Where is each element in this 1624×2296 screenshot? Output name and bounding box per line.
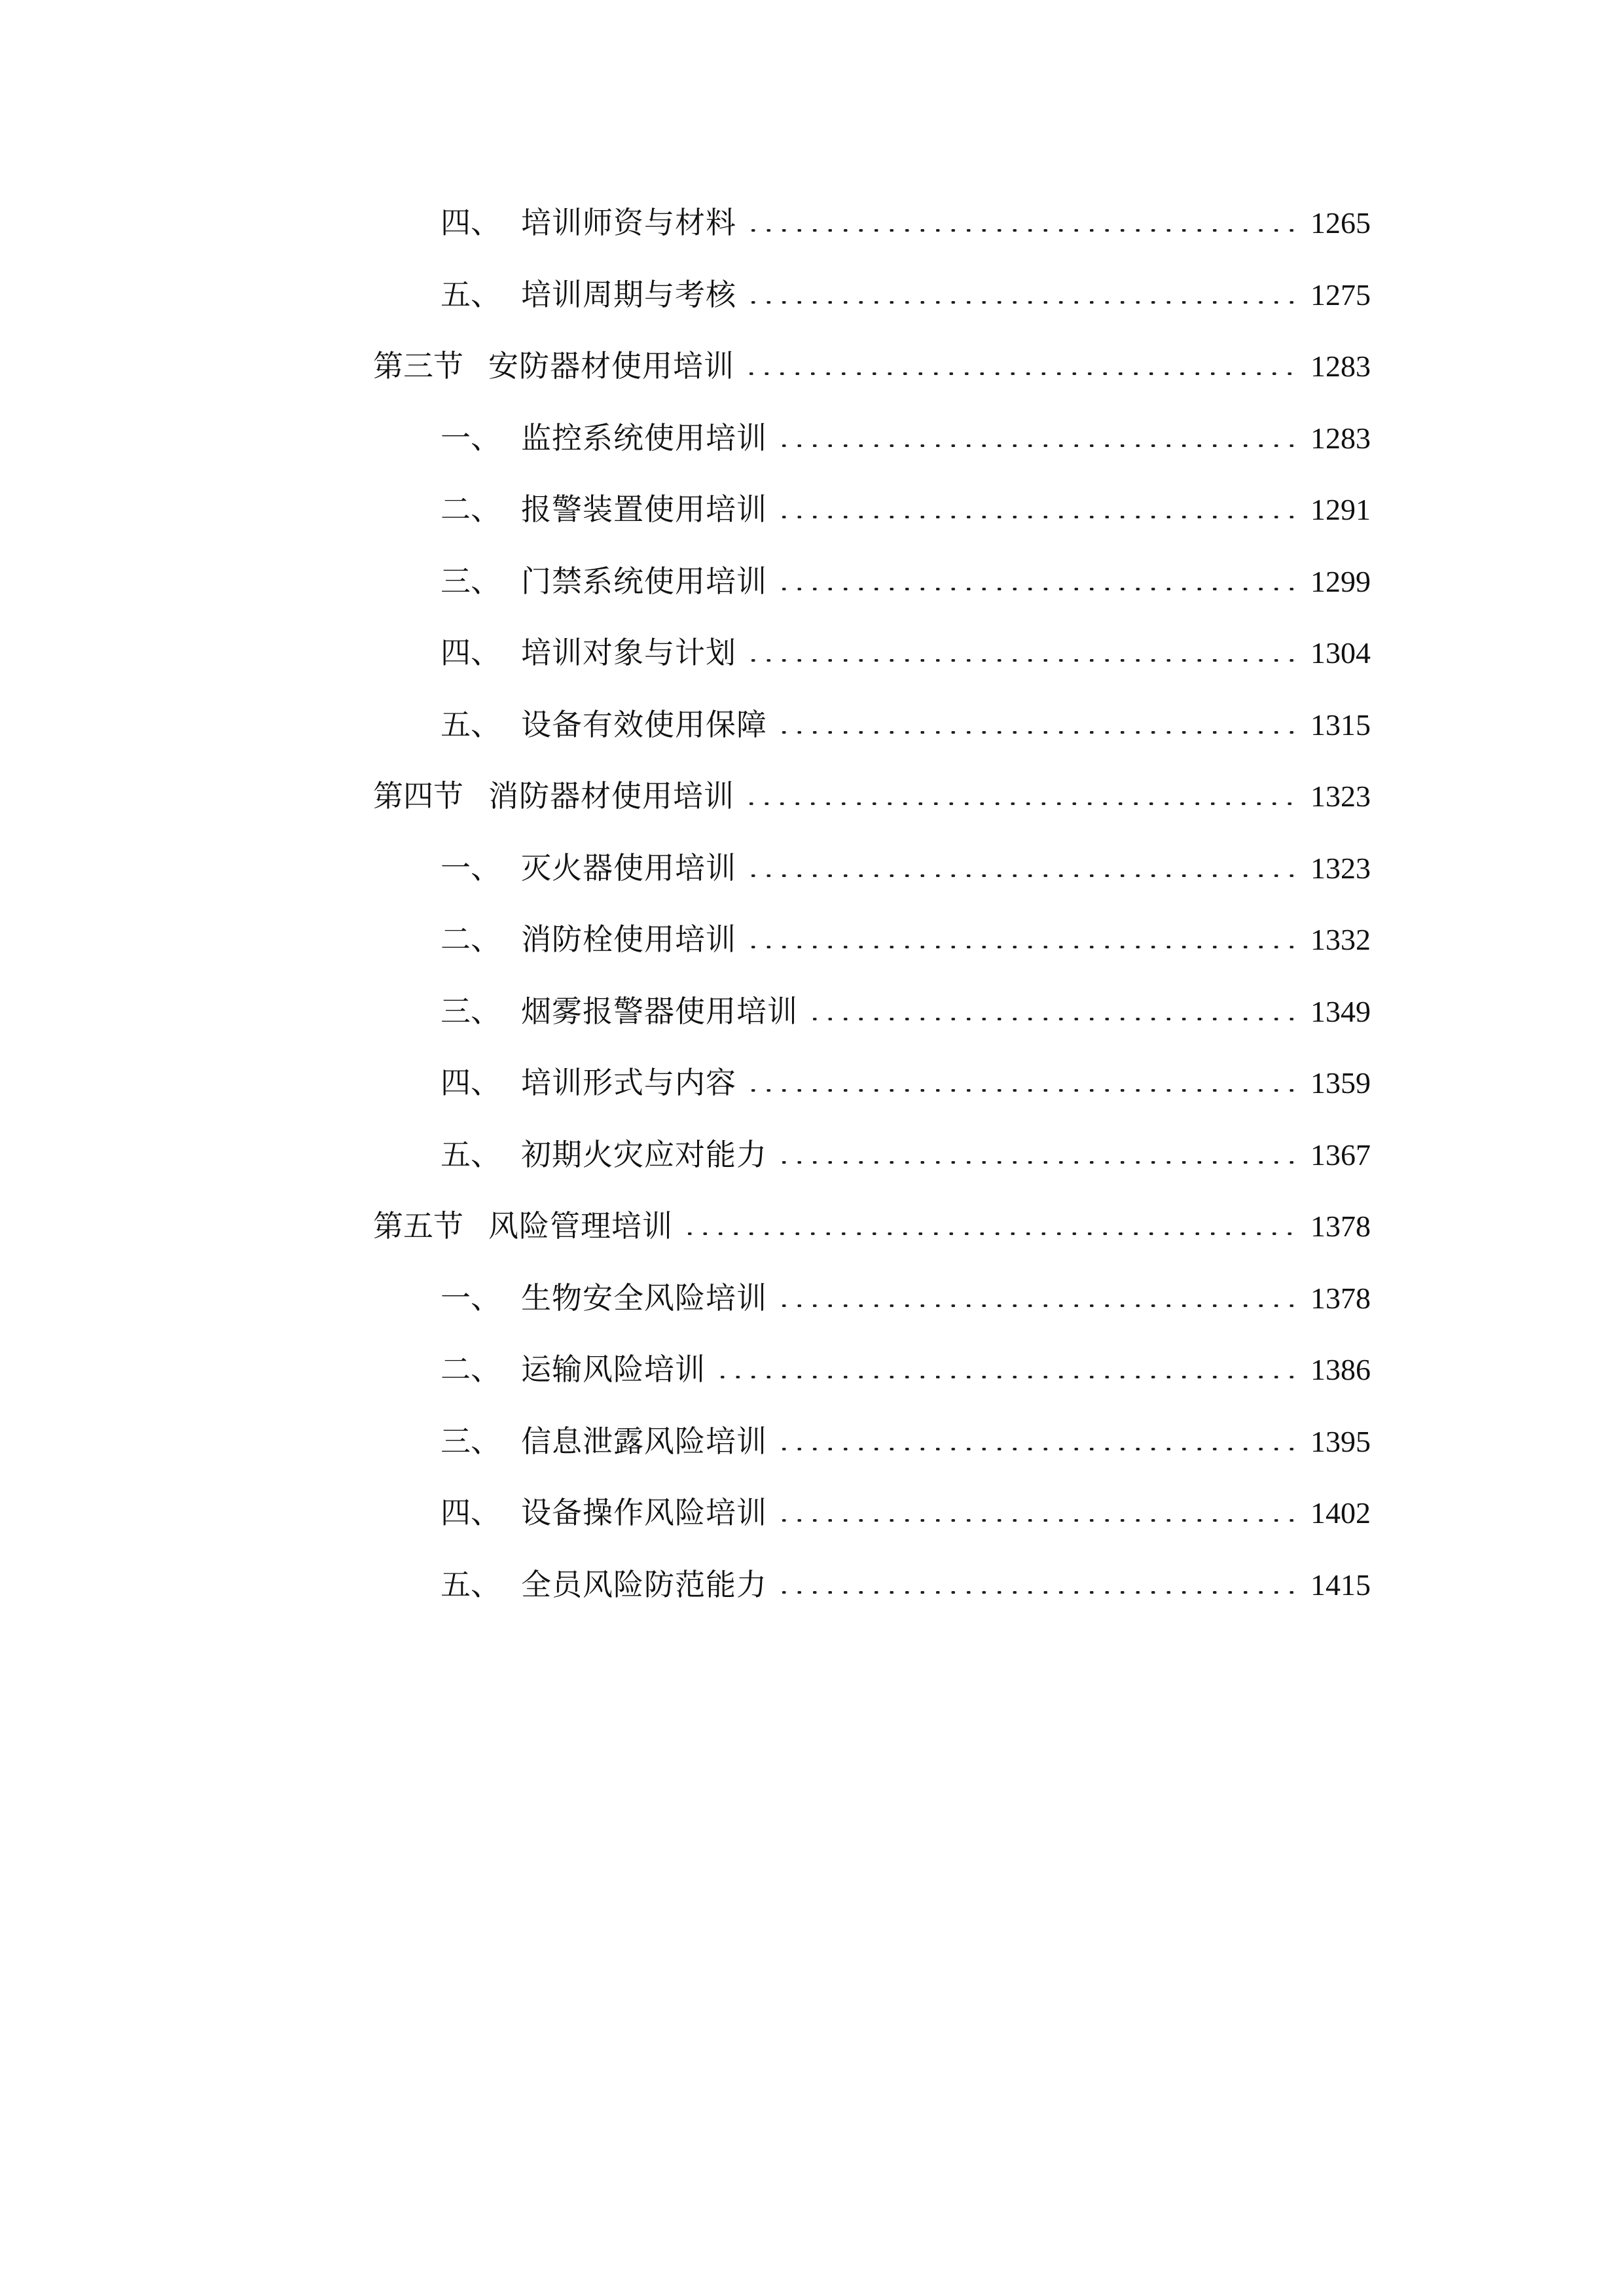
toc-section-number: 第四节 bbox=[373, 778, 463, 814]
toc-entry-subsection[interactable] bbox=[373, 187, 1371, 259]
toc-entry-number: 三、 bbox=[441, 563, 501, 599]
table-of-contents bbox=[373, 187, 1371, 1621]
toc-page-number: 1323 bbox=[1310, 851, 1371, 885]
toc-entry-subsection[interactable] bbox=[373, 689, 1371, 761]
toc-entry-subsection[interactable] bbox=[373, 1334, 1371, 1406]
toc-page-number: 1402 bbox=[1310, 1496, 1371, 1530]
toc-dot-leader bbox=[746, 301, 1293, 304]
toc-dot-leader bbox=[776, 1161, 1293, 1164]
toc-entry-number: 四、 bbox=[441, 635, 501, 670]
toc-entry-subsection[interactable] bbox=[373, 1263, 1371, 1335]
toc-entry-number: 四、 bbox=[441, 1495, 501, 1530]
toc-page-number: 1283 bbox=[1310, 421, 1371, 455]
toc-dot-leader bbox=[746, 229, 1293, 232]
toc-page-number: 1367 bbox=[1310, 1138, 1371, 1172]
toc-entry-subsection[interactable] bbox=[373, 1119, 1371, 1191]
toc-entry-subsection[interactable] bbox=[373, 1406, 1371, 1478]
toc-entry-number: 五、 bbox=[441, 706, 501, 742]
toc-entry-number: 五、 bbox=[441, 1136, 501, 1172]
toc-page-number: 1283 bbox=[1310, 350, 1371, 383]
toc-page-number: 1378 bbox=[1310, 1281, 1371, 1315]
toc-entry-number: 二、 bbox=[441, 492, 501, 527]
toc-entry-title: 培训周期与考核 bbox=[521, 276, 736, 312]
toc-dot-leader bbox=[744, 372, 1293, 375]
toc-dot-leader bbox=[807, 1018, 1293, 1020]
toc-entry-title: 安防器材使用培训 bbox=[488, 348, 734, 384]
toc-entry-title: 全员风险防范能力 bbox=[521, 1566, 767, 1602]
toc-entry-title: 培训对象与计划 bbox=[521, 635, 736, 670]
toc-entry-subsection[interactable] bbox=[373, 259, 1371, 331]
toc-entry-title: 设备操作风险培训 bbox=[521, 1495, 767, 1530]
toc-dot-leader bbox=[776, 516, 1293, 518]
toc-page-number: 1359 bbox=[1310, 1066, 1371, 1100]
toc-entry-number: 二、 bbox=[441, 922, 501, 957]
toc-entry-subsection[interactable] bbox=[373, 474, 1371, 546]
toc-entry-title: 培训师资与材料 bbox=[521, 205, 736, 240]
toc-dot-leader bbox=[746, 659, 1293, 662]
toc-entry-number: 一、 bbox=[441, 420, 501, 456]
toc-entry-title: 监控系统使用培训 bbox=[521, 420, 767, 456]
toc-entry-subsection[interactable] bbox=[373, 546, 1371, 618]
toc-dot-leader bbox=[746, 1089, 1293, 1092]
toc-page-number: 1415 bbox=[1310, 1568, 1371, 1602]
toc-page-number: 1265 bbox=[1310, 206, 1371, 240]
toc-entry-section[interactable] bbox=[373, 761, 1371, 833]
toc-page-number: 1323 bbox=[1310, 780, 1371, 813]
toc-entry-title: 生物安全风险培训 bbox=[521, 1280, 767, 1316]
toc-dot-leader bbox=[744, 802, 1293, 805]
toc-entry-section[interactable] bbox=[373, 331, 1371, 403]
toc-entry-number: 五、 bbox=[441, 276, 501, 312]
toc-dot-leader bbox=[776, 1591, 1293, 1594]
toc-page-number: 1291 bbox=[1310, 493, 1371, 526]
toc-entry-title: 风险管理培训 bbox=[488, 1208, 673, 1244]
toc-entry-number: 三、 bbox=[441, 993, 501, 1029]
toc-entry-title: 灭火器使用培训 bbox=[521, 850, 736, 886]
toc-entry-section[interactable] bbox=[373, 1191, 1371, 1263]
toc-dot-leader bbox=[746, 946, 1293, 948]
toc-page-number: 1349 bbox=[1310, 994, 1371, 1028]
toc-page-number: 1275 bbox=[1310, 278, 1371, 312]
toc-dot-leader bbox=[776, 1519, 1293, 1522]
toc-entry-number: 二、 bbox=[441, 1352, 501, 1387]
toc-page-number: 1304 bbox=[1310, 636, 1371, 670]
toc-entry-title: 设备有效使用保障 bbox=[521, 706, 767, 742]
toc-entry-title: 信息泄露风险培训 bbox=[521, 1423, 767, 1459]
toc-entry-subsection[interactable] bbox=[373, 1047, 1371, 1119]
toc-entry-subsection[interactable] bbox=[373, 1477, 1371, 1549]
toc-page-number: 1315 bbox=[1310, 708, 1371, 742]
toc-entry-subsection[interactable] bbox=[373, 976, 1371, 1048]
toc-entry-number: 三、 bbox=[441, 1423, 501, 1459]
toc-dot-leader bbox=[776, 444, 1293, 447]
toc-entry-title: 培训形式与内容 bbox=[521, 1065, 736, 1100]
toc-dot-leader bbox=[746, 874, 1293, 877]
toc-dot-leader bbox=[776, 1448, 1293, 1450]
toc-page-number: 1378 bbox=[1310, 1210, 1371, 1243]
toc-entry-subsection[interactable] bbox=[373, 833, 1371, 905]
toc-entry-subsection[interactable] bbox=[373, 1549, 1371, 1621]
toc-page-number: 1299 bbox=[1310, 564, 1371, 598]
toc-entry-title: 报警装置使用培训 bbox=[521, 492, 767, 527]
toc-entry-number: 五、 bbox=[441, 1566, 501, 1602]
toc-entry-subsection[interactable] bbox=[373, 403, 1371, 475]
toc-entry-subsection[interactable] bbox=[373, 617, 1371, 689]
toc-entry-title: 烟雾报警器使用培训 bbox=[521, 993, 798, 1029]
toc-entry-title: 消防器材使用培训 bbox=[488, 778, 734, 814]
toc-entry-number: 四、 bbox=[441, 205, 501, 240]
toc-page-number: 1395 bbox=[1310, 1424, 1371, 1458]
toc-dot-leader bbox=[776, 731, 1293, 734]
toc-entry-title: 门禁系统使用培训 bbox=[521, 563, 767, 599]
toc-entry-title: 消防栓使用培训 bbox=[521, 922, 736, 957]
toc-entry-number: 四、 bbox=[441, 1065, 501, 1100]
toc-page-number: 1386 bbox=[1310, 1353, 1371, 1386]
toc-entry-number: 一、 bbox=[441, 1280, 501, 1316]
toc-entry-title: 初期火灾应对能力 bbox=[521, 1136, 767, 1172]
toc-page-number: 1332 bbox=[1310, 923, 1371, 956]
toc-dot-leader bbox=[776, 588, 1293, 590]
toc-section-number: 第五节 bbox=[373, 1208, 463, 1244]
toc-dot-leader bbox=[682, 1232, 1293, 1235]
toc-entry-subsection[interactable] bbox=[373, 904, 1371, 976]
toc-section-number: 第三节 bbox=[373, 348, 463, 384]
toc-entry-number: 一、 bbox=[441, 850, 501, 886]
toc-entry-title: 运输风险培训 bbox=[521, 1352, 706, 1387]
toc-dot-leader bbox=[776, 1304, 1293, 1307]
toc-dot-leader bbox=[715, 1376, 1293, 1378]
